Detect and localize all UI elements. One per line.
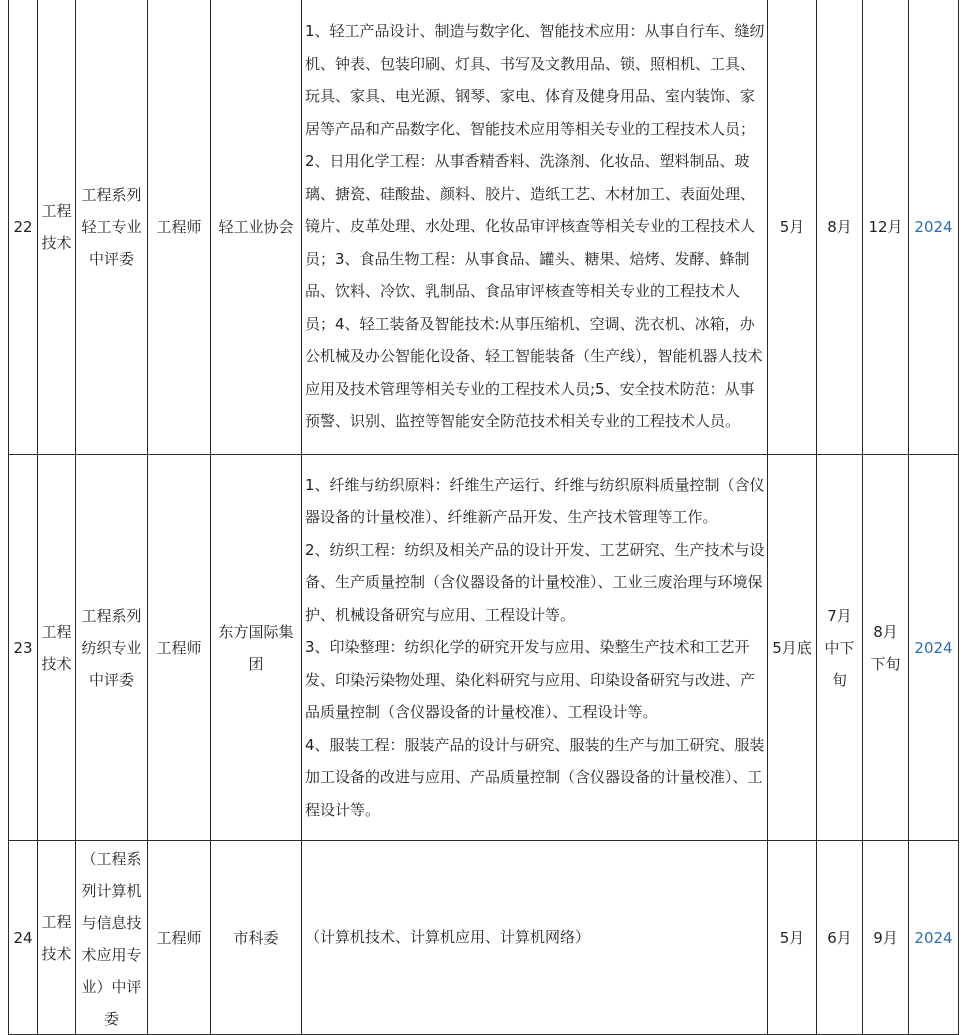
committee-cell — [76, 841, 148, 1035]
description-paragraph: （计算机技术、计算机应用、计算机网络） — [305, 928, 591, 947]
year-link[interactable]: 2024 — [909, 455, 959, 841]
schedule-cell-1: 5月 — [768, 841, 817, 1035]
title-cell: 工程师 — [148, 841, 211, 1035]
description-cell — [302, 841, 768, 1035]
description-paragraph: 2、纺织工程：纺织及相关产品的设计开发、工艺研究、生产技术与设备、生产质量控制（含仪器设备的计量校准）、工业三废治理与环境保护、机械设备研究与应用、工程设计等。 — [305, 540, 765, 624]
category-cell: 工程技术 — [38, 841, 76, 1035]
schedule-cell-2: 8月 — [817, 0, 863, 455]
organization-cell: 轻工业协会 — [211, 0, 302, 455]
organization-cell: 市科委 — [211, 841, 302, 1035]
organization-cell: 东方国际集团 — [211, 455, 302, 841]
category-cell: 工程技术 — [38, 0, 76, 455]
table-row — [9, 455, 959, 841]
committee-text: （工程系列计算机与信息技术应用专业）中评委 — [81, 850, 142, 1028]
schedule-cell-3: 12月 — [863, 0, 909, 455]
description-paragraph: 1、纤维与纺织原料：纤维生产运行、纤维与纺织原料质量控制（含仪器设备的计量校准）、纤维新产品开发、生产技术管理等工作。 — [305, 475, 765, 527]
committee-cell: 工程系列纺织专业中评委 — [76, 455, 148, 841]
description-paragraph: 4、服装工程：服装产品的设计与研究、服装的生产与加工研究、服装加工设备的改进与应用、产品质量控制（含仪器设备的计量校准）、工程设计等。 — [305, 735, 765, 819]
committee-cell: 工程系列轻工专业中评委 — [76, 0, 148, 455]
schedule-cell-1: 5月底 — [768, 455, 817, 841]
title-cell: 工程师 — [148, 0, 211, 455]
table-row — [9, 0, 959, 455]
certification-table — [8, 0, 959, 1035]
schedule-cell-3: 8月下旬 — [863, 455, 909, 841]
description-paragraph: 1、轻工产品设计、制造与数字化、智能技术应用：从事自行车、缝纫机、钟表、包装印刷、灯具、书写及文教用品、锁、照相机、工具、玩具、家具、电光源、钢琴、家电、体育及健身用品、室内装饰、家居等产品和产品数字化、智能技术应用等相关专业的工程技术人员；2、日用化学工程：从事香精香料、洗涤剂、化妆品、塑料制品、玻璃、搪瓷、硅酸盐、颜料、胶片、造纸工艺、木材加工、表面处理、镜片、皮革处理、水处理、化妆品审评核查等相关专业的工程技术人员；3、食品生物工程：从事食品、罐头、糖果、焙烤、发酵、蜂制品、饮料、冷饮、乳制品、食品审评核查等相关专业的工程技术人员；4、轻工装备及智能技术:从事压缩机、空调、洗衣机、冰箱，办公机械及办公智能化设备、轻工智能装备（生产线），智能机器人技术应用及技术管理等相关专业的工程技术人员;5、安全技术防范：从事预警、识别、监控等智能安全防范技术相关专业的工程技术人员。 — [305, 22, 765, 431]
description-paragraph: 3、印染整理：纺织化学的研究开发与应用、染整生产技术和工艺开发、印染污染物处理、染化料研究与应用、印染设备研究与改进、产品质量控制（含仪器设备的计量校准）、工程设计等。 — [305, 638, 756, 722]
schedule-cell-2: 7月中下旬 — [817, 455, 863, 841]
schedule-cell-2: 6月 — [817, 841, 863, 1035]
table-row — [9, 841, 959, 1035]
schedule-cell-3: 9月 — [863, 841, 909, 1035]
description-cell — [302, 455, 768, 841]
year-link[interactable]: 2024 — [909, 841, 959, 1035]
year-link[interactable]: 2024 — [909, 0, 959, 455]
row-number: 24 — [9, 841, 38, 1035]
category-cell: 工程技术 — [38, 455, 76, 841]
schedule-cell-1: 5月 — [768, 0, 817, 455]
description-cell — [302, 0, 768, 455]
row-number: 23 — [9, 455, 38, 841]
title-cell: 工程师 — [148, 455, 211, 841]
row-number: 22 — [9, 0, 38, 455]
committee-clip — [79, 841, 144, 1028]
